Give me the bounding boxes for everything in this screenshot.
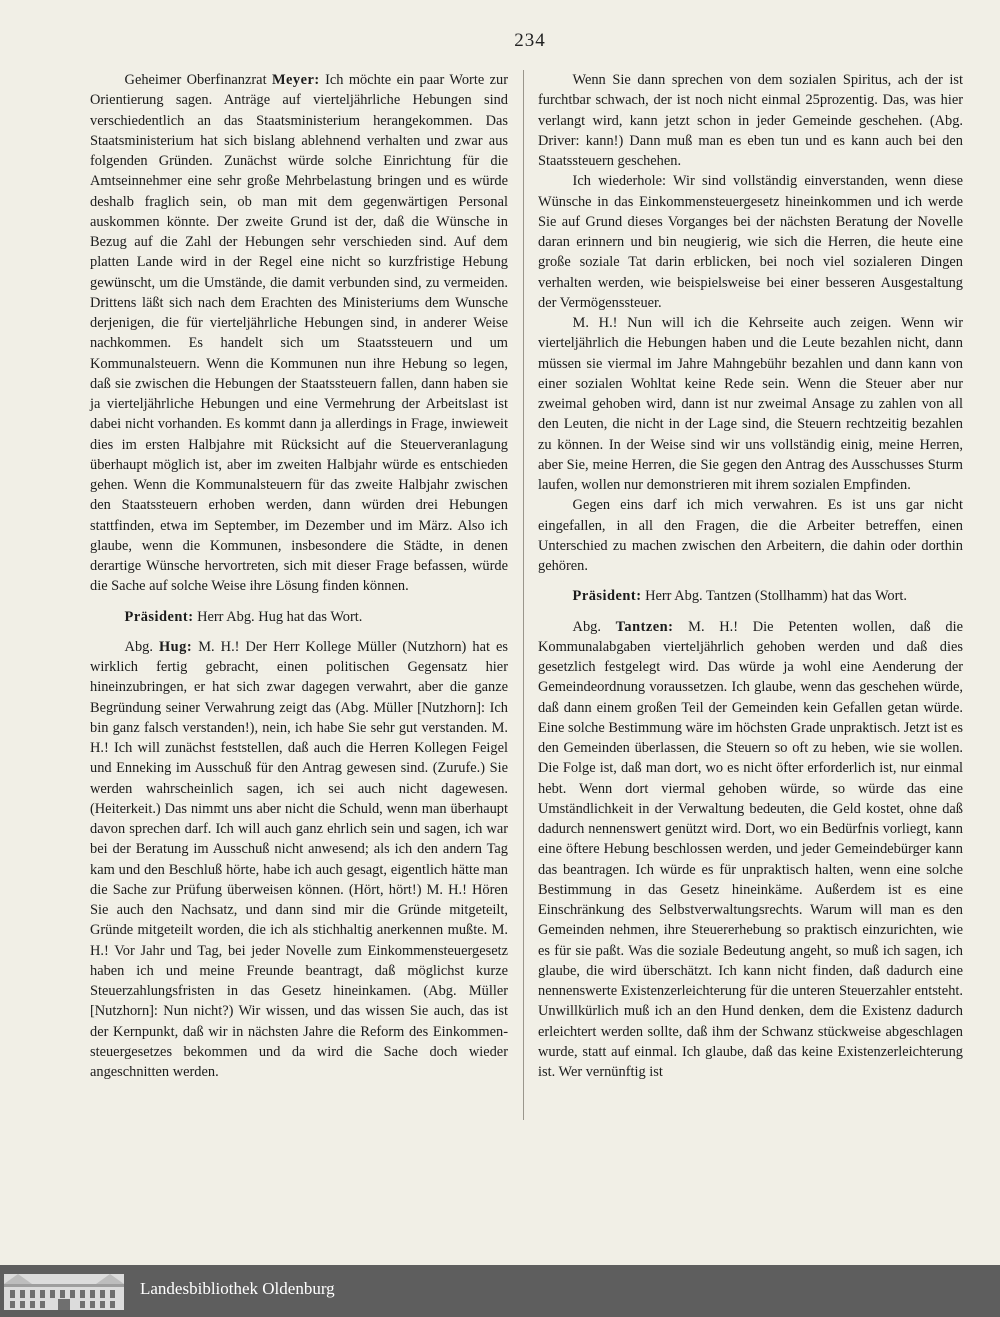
paragraph: M. H.! Nun will ich die Kehrseite auch zeigen. Wenn wir vierteljährlich die Hebungen haben und die Leute bezahlen nicht, dann müssen sie viermal im Jahre Mahngebühr bezahlen und dann kann von einer sozialen Wohltat keine Rede sein. Wenn die Steuer aber nur zweimal gehoben wird, dann ist nur zweimal Ansage zu zahlen von all den Leuten, die nicht in der Lage sind, die Steuern rechtzeitig bezahlen zu können. In der Weise sind wir uns vollständig einig, meine Herren, aber Sie, meine Herren, die Sie gegen den Antrag des Ausschusses Sturm laufen, wollen nur demonstrieren mit ihrem sozialen Empfinden. (538, 315, 963, 493)
paragraph-hug: Abg. Hug: M. H.! Der Herr Kollege Müller (Nutzhorn) hat es wirklich fertig gebracht, einen politischen Gegensatz hier hineinzubringen, er hat sich zwar dagegen verwahrt, aber die ganze Begründung seiner Verwahrung zeigt das (Abg. Müller [Nutzhorn]: Ich bin ganz falsch verstanden!), nein, ich habe Sie sehr gut verstanden. M. H.! Ich will zunächst feststellen, daß auch die Herren Kollegen Feigel und Enneking im Ausschuß für den Antrag gewesen sind. (Zurufe.) Sie werden wahrscheinlich sagen, ich sei auch nicht dagewesen. (Heiterkeit.) Das nimmt uns aber nicht die Schuld, wenn man überhaupt davon sprechen darf. Ich will auch ganz ehrlich sein und sagen, ich war bei der Beratung im Ausschuß nicht anwesend; als ich den andern Tag kam und den Beschluß hörte, habe ich auch gesagt, eigentlich hätte man die Sache zur Prüfung überweisen können. (Hört, hört!) M. H.! Hören Sie auch den Nachsatz, und dann sind mir die Gründe mitgeteilt, Gründe mitgeteilt worden, die ich als stichhaltig anerkennen mußte. M. H.! Vor Jahr und Tag, bei jeder Novelle zum Einkommensteuergesetz haben ich und meine Freunde beantragt, daß möglichst kurze Steuerzahlungsfristen in das Gesetz hineinkamen. (Abg. Müller [Nutzhorn]: Nun nicht?) Wir wissen, und das wissen Sie auch, das ist der Kernpunkt, daß wir in nächsten Jahre die Reform des Einkommensteuergesetzes bekommen und da wird die Sache doch wieder angeschnitten werden. (90, 638, 508, 1080)
speaker-name: Hug: (158, 638, 193, 655)
left-column (90, 70, 508, 1082)
column-divider (523, 70, 524, 1120)
paragraph: Gegen eins darf ich mich verwahren. Es ist uns gar nicht eingefallen, in all den Fragen, die die Arbeiter betreffen, einen Unterschied zu machen zwischen den Arbeitern, die dahin oder dorthin gehören. (538, 497, 963, 574)
paragraph-praesident: Präsident: Herr Abg. Hug hat das Wort. (124, 608, 363, 625)
library-footer-bar (0, 1265, 1000, 1317)
paragraph-praesident: Präsident: Herr Abg. Tantzen (Stollhamm) hat das Wort. (572, 588, 907, 605)
paragraph-meyer: Geheimer Oberfinanzrat Meyer: Ich möchte ein paar Worte zur Orientierung sagen. Anträge auf vierteljährliche Hebungen sind verschiedentlich an das Staatsministerium herangekommen. Das Staatsministerium hat sich bislang ablehnend verhalten und zwar aus folgenden Gründen. Zunächst würde solche Einrichtung für die Amtseinnehmer eine sehr große Mehrbelastung bringen und es würde deshalb fraglich sein, ob man mit dem gegenwärtigen Personal auskommen könnte. Der zweite Grund ist der, daß die Wünsche in Bezug auf die Zahl der Hebungen sehr verschieden sind. Auf dem platten Lande wird in der Regel eine nicht so kurzfristige Hebung gewünscht, um die Umstände, die damit verbunden sind, zu vermeiden. Drittens läßt sich nach dem Erachten des Ministeriums dem Wunsche derjenigen, die für vierteljährliche Hebungen sind, in anderer Weise nachkommen. Es handelt sich um Staatssteuern und um Kommunalsteuern. Wenn die Kommunen nun ihre Hebung so legen, daß sie zwischen die Hebungen der Staatssteuern fallen, dann haben sie ja vierteljährliche Hebungen und eine Vermehrung der Arbeitslast ist dabei nicht vorhanden. Es kommt dann ja allerdings in Frage, inwieweit dies im ersten Halbjahre mit Rücksicht auf die Steuerveranlagung überhaupt möglich ist, aber im zweiten Halbjahr würde es entschieden gehen. Wenn die Kommunalsteuern für das zweite Halbjahr zwischen den Staatssteuern erhoben werden, dann würden drei Hebungen stattfinden, etwa im September, im Dezember und im März. Also ich glaube, wenn die Kommunen, insbesondere die Städte, in denen derartige Wünsche hervortreten, sich mit dieser Frage befassen, würde die Sache auf solche Weise ihre Lösung finden können. (90, 72, 508, 595)
speaker-name: Präsident: (572, 588, 642, 605)
library-building-icon (0, 1270, 128, 1312)
paragraph: Ich wiederhole: Wir sind vollständig einverstanden, wenn diese Wünsche in das Einkommensteuergesetz hineinkommen und ich werde Sie auf Grund dieses Vorganges bei der nächsten Beratung der Novelle daran erinnern und bin neugierig, wie sich die Herren, die heute eine große soziale Tat darin erblicken, bei noch viel sozialeren Dingen verhalten werden, wie beispielsweise bei einer besseren Ausgestaltung der Vermögenssteuer. (538, 173, 963, 311)
speaker-name: Meyer: (271, 72, 320, 88)
paragraph-tantzen: Abg. Tantzen: M. H.! Die Petenten wollen, daß die Kommunalabgaben vierteljährlich gehoben werden und daß dies gesetzlich festgelegt wird. Das würde ja wohl eine Aenderung der Gemeindeordnung voraussetzen. Ich glaube, wenn das geschehen würde, daß dann einem großen Teil der Gemeinden kein Gefallen getan würde. Eine solche Bestimmung wäre im höchsten Grade unpraktisch. Jetzt ist es den Gemeinden überlassen, die Steuern so oft zu heben, wie sie wollen. Die Folge ist, daß man dort, wo es nicht öfter erforderlich ist, nur einmal hebt. Wenn dort viermal gehoben würde, so würde das eine Umständlichkeit in der Verwaltung bedeuten, die Geld kostet, ohne daß dadurch nennenswert genützt wird. Dort, wo ein Bedürfnis vorliegt, kann eine öftere Hebung beschlossen werden, und jeder Gemeindebürger kann das beantragen. Ich würde es für unpraktisch halten, wenn eine solche Bestimmung in das Gesetz hineinkäme. Außerdem ist es eine Einschränkung des Selbstverwaltungsrechts. Warum will man es den Gemeinden nehmen, ihre Steuererhebung so praktisch einzurichten, wie es für sie paßt. Was die soziale Bedeutung angeht, so muß ich sagen, ich glaube, die wird überschätzt. Ich kann nicht finden, daß dadurch eine nennenswerte Existenzerleichterung für die unteren Steuerzahler entsteht. Unwillkürlich muß ich an den Hund denken, dem die Existenz dadurch erleichtert werden sollte, daß ihm der Schwanz stückweise abgeschlagen wurde, statt auf einmal. Ich glaube, daß das keine Existenzerleichterung ist. Wer vernünftig ist (538, 618, 964, 1080)
speaker-name: Tantzen: (615, 618, 674, 635)
speaker-name: Präsident: (124, 608, 194, 625)
right-column (538, 70, 963, 1082)
library-name: Landesbibliothek Oldenburg (140, 1279, 335, 1298)
page-number: 234 (514, 30, 546, 51)
paragraph: Wenn Sie dann sprechen von dem sozialen Spiritus, ach der ist furchtbar schwach, der ist noch nicht einmal 25prozentig. Das, was hier verlangt wird, kann jetzt schon in jeder Gemeinde geschehen. (Abg. Driver: kann!) Dann muß man es eben tun und es kann auch bei den Staatssteuern geschehen. (538, 72, 963, 169)
